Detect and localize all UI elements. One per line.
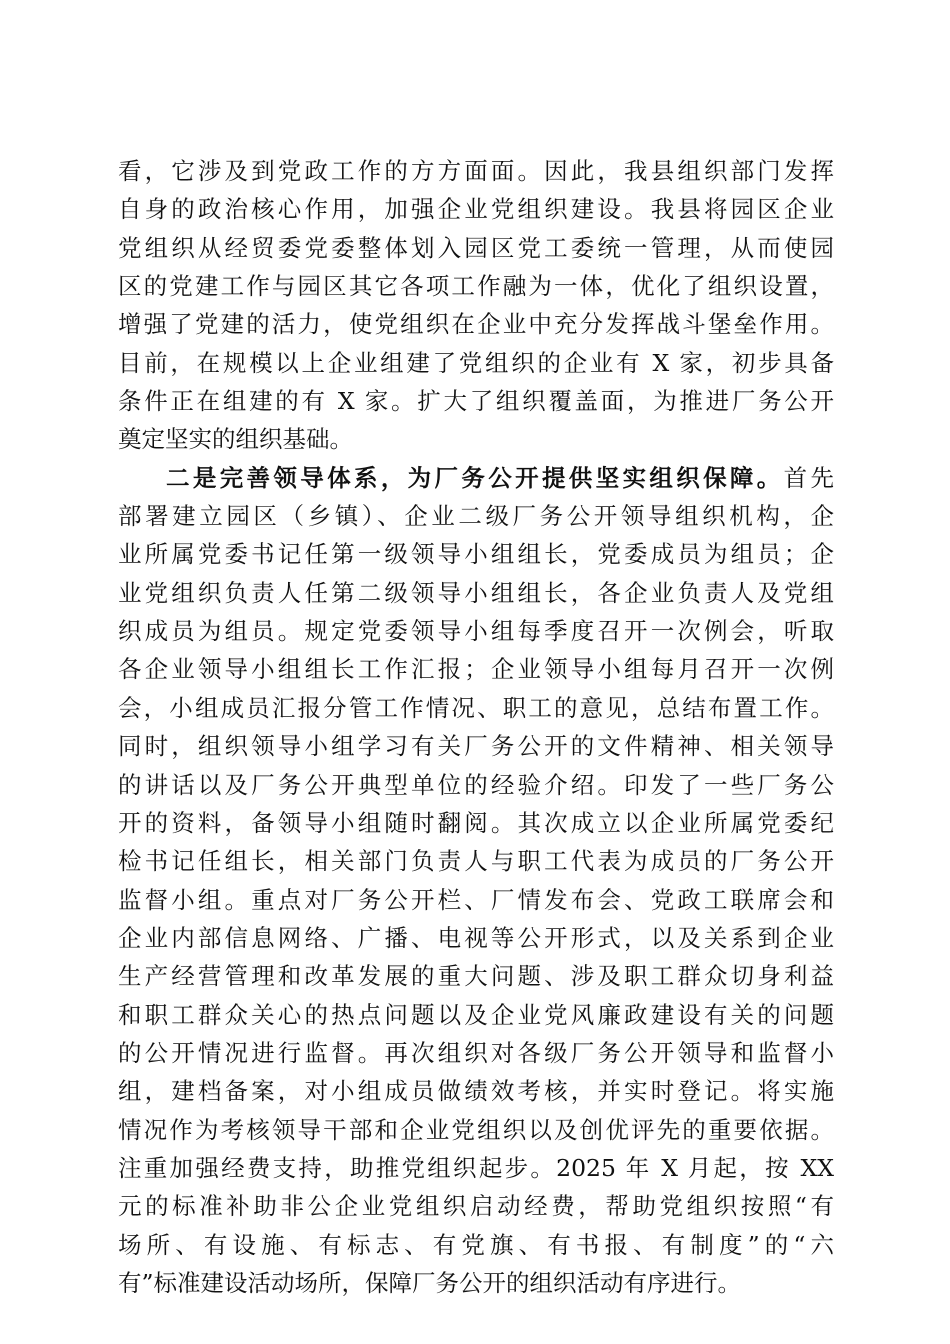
paragraph-line: 检书记任组长，相关部门负责人与职工代表为成员的厂务公开 [118,847,834,876]
paragraph-line: 区的党建工作与园区其它各项工作融为一体，优化了组织设置， [118,272,834,301]
paragraph-line: 情况作为考核领导干部和企业党组织以及创优评先的重要依据。 [118,1115,834,1144]
paragraph-line: 元的标准补助非公企业党组织启动经费，帮助党组织按照“有 [118,1192,834,1221]
body-text [118,152,834,1302]
paragraph-line: 的讲话以及厂务公开典型单位的经验介绍。印发了一些厂务公 [118,770,834,799]
paragraph-line: 和职工群众关心的热点问题以及企业党风廉政建设有关的问题 [118,1000,834,1029]
paragraph-line: 各企业领导小组组长工作汇报；企业领导小组每月召开一次例 [118,655,834,684]
paragraph-line: 条件正在组建的有 X 家。扩大了组织覆盖面，为推进厂务公开 [118,387,834,416]
paragraph-line: 业所属党委书记任第一级领导小组组长，党委成员为组员；企 [118,540,834,569]
paragraph-line: 的公开情况进行监督。再次组织对各级厂务公开领导和监督小 [118,1038,834,1067]
paragraph-line: 生产经营管理和改革发展的重大问题、涉及职工群众切身利益 [118,962,834,991]
paragraph-heading-line [118,459,834,497]
paragraph-line: 企业内部信息网络、广播、电视等公开形式，以及关系到企业 [118,923,834,952]
paragraph-line: 织成员为组员。规定党委领导小组每季度召开一次例会，听取 [118,617,834,646]
paragraph-line: 业党组织负责人任第二级领导小组组长，各企业负责人及党组 [118,578,834,607]
paragraph-line: 自身的政治核心作用，加强企业党组织建设。我县将园区企业 [118,195,834,224]
paragraph-line: 有”标准建设活动场所，保障厂务公开的组织活动有序进行。 [118,1268,742,1297]
heading-line-rest: 首先 [783,463,835,492]
paragraph-line: 目前，在规模以上企业组建了党组织的企业有 X 家，初步具备 [118,348,834,377]
paragraph-line: 开的资料，备领导小组随时翻阅。其次成立以企业所属党委纪 [118,808,834,837]
paragraph-line: 监督小组。重点对厂务公开栏、厂情发布会、党政工联席会和 [118,885,834,914]
paragraph-line: 奠定坚实的组织基础。 [118,425,353,454]
paragraph-line: 场所、有设施、有标志、有党旗、有书报、有制度”的“六 [118,1230,834,1259]
paragraph-line: 同时，组织领导小组学习有关厂务公开的文件精神、相关领导 [118,732,834,761]
paragraph-line: 增强了党建的活力，使党组织在企业中充分发挥战斗堡垒作用。 [118,310,834,339]
paragraph-line: 党组织从经贸委党委整体划入园区党工委统一管理，从而使园 [118,233,834,262]
paragraph-line: 会，小组成员汇报分管工作情况、职工的意见，总结布置工作。 [118,693,834,722]
paragraph-line: 组，建档备案，对小组成员做绩效考核，并实时登记。将实施 [118,1077,834,1106]
section-heading: 二是完善领导体系，为厂务公开提供坚实组织保障。 [166,463,784,492]
paragraph-line: 部署建立园区（乡镇）、企业二级厂务公开领导组织机构，企 [118,502,834,531]
paragraph-line: 注重加强经费支持，助推党组织起步。2025 年 X 月起，按 XX [118,1153,834,1182]
paragraph-line: 看，它涉及到党政工作的方方面面。因此，我县组织部门发挥 [118,157,834,185]
